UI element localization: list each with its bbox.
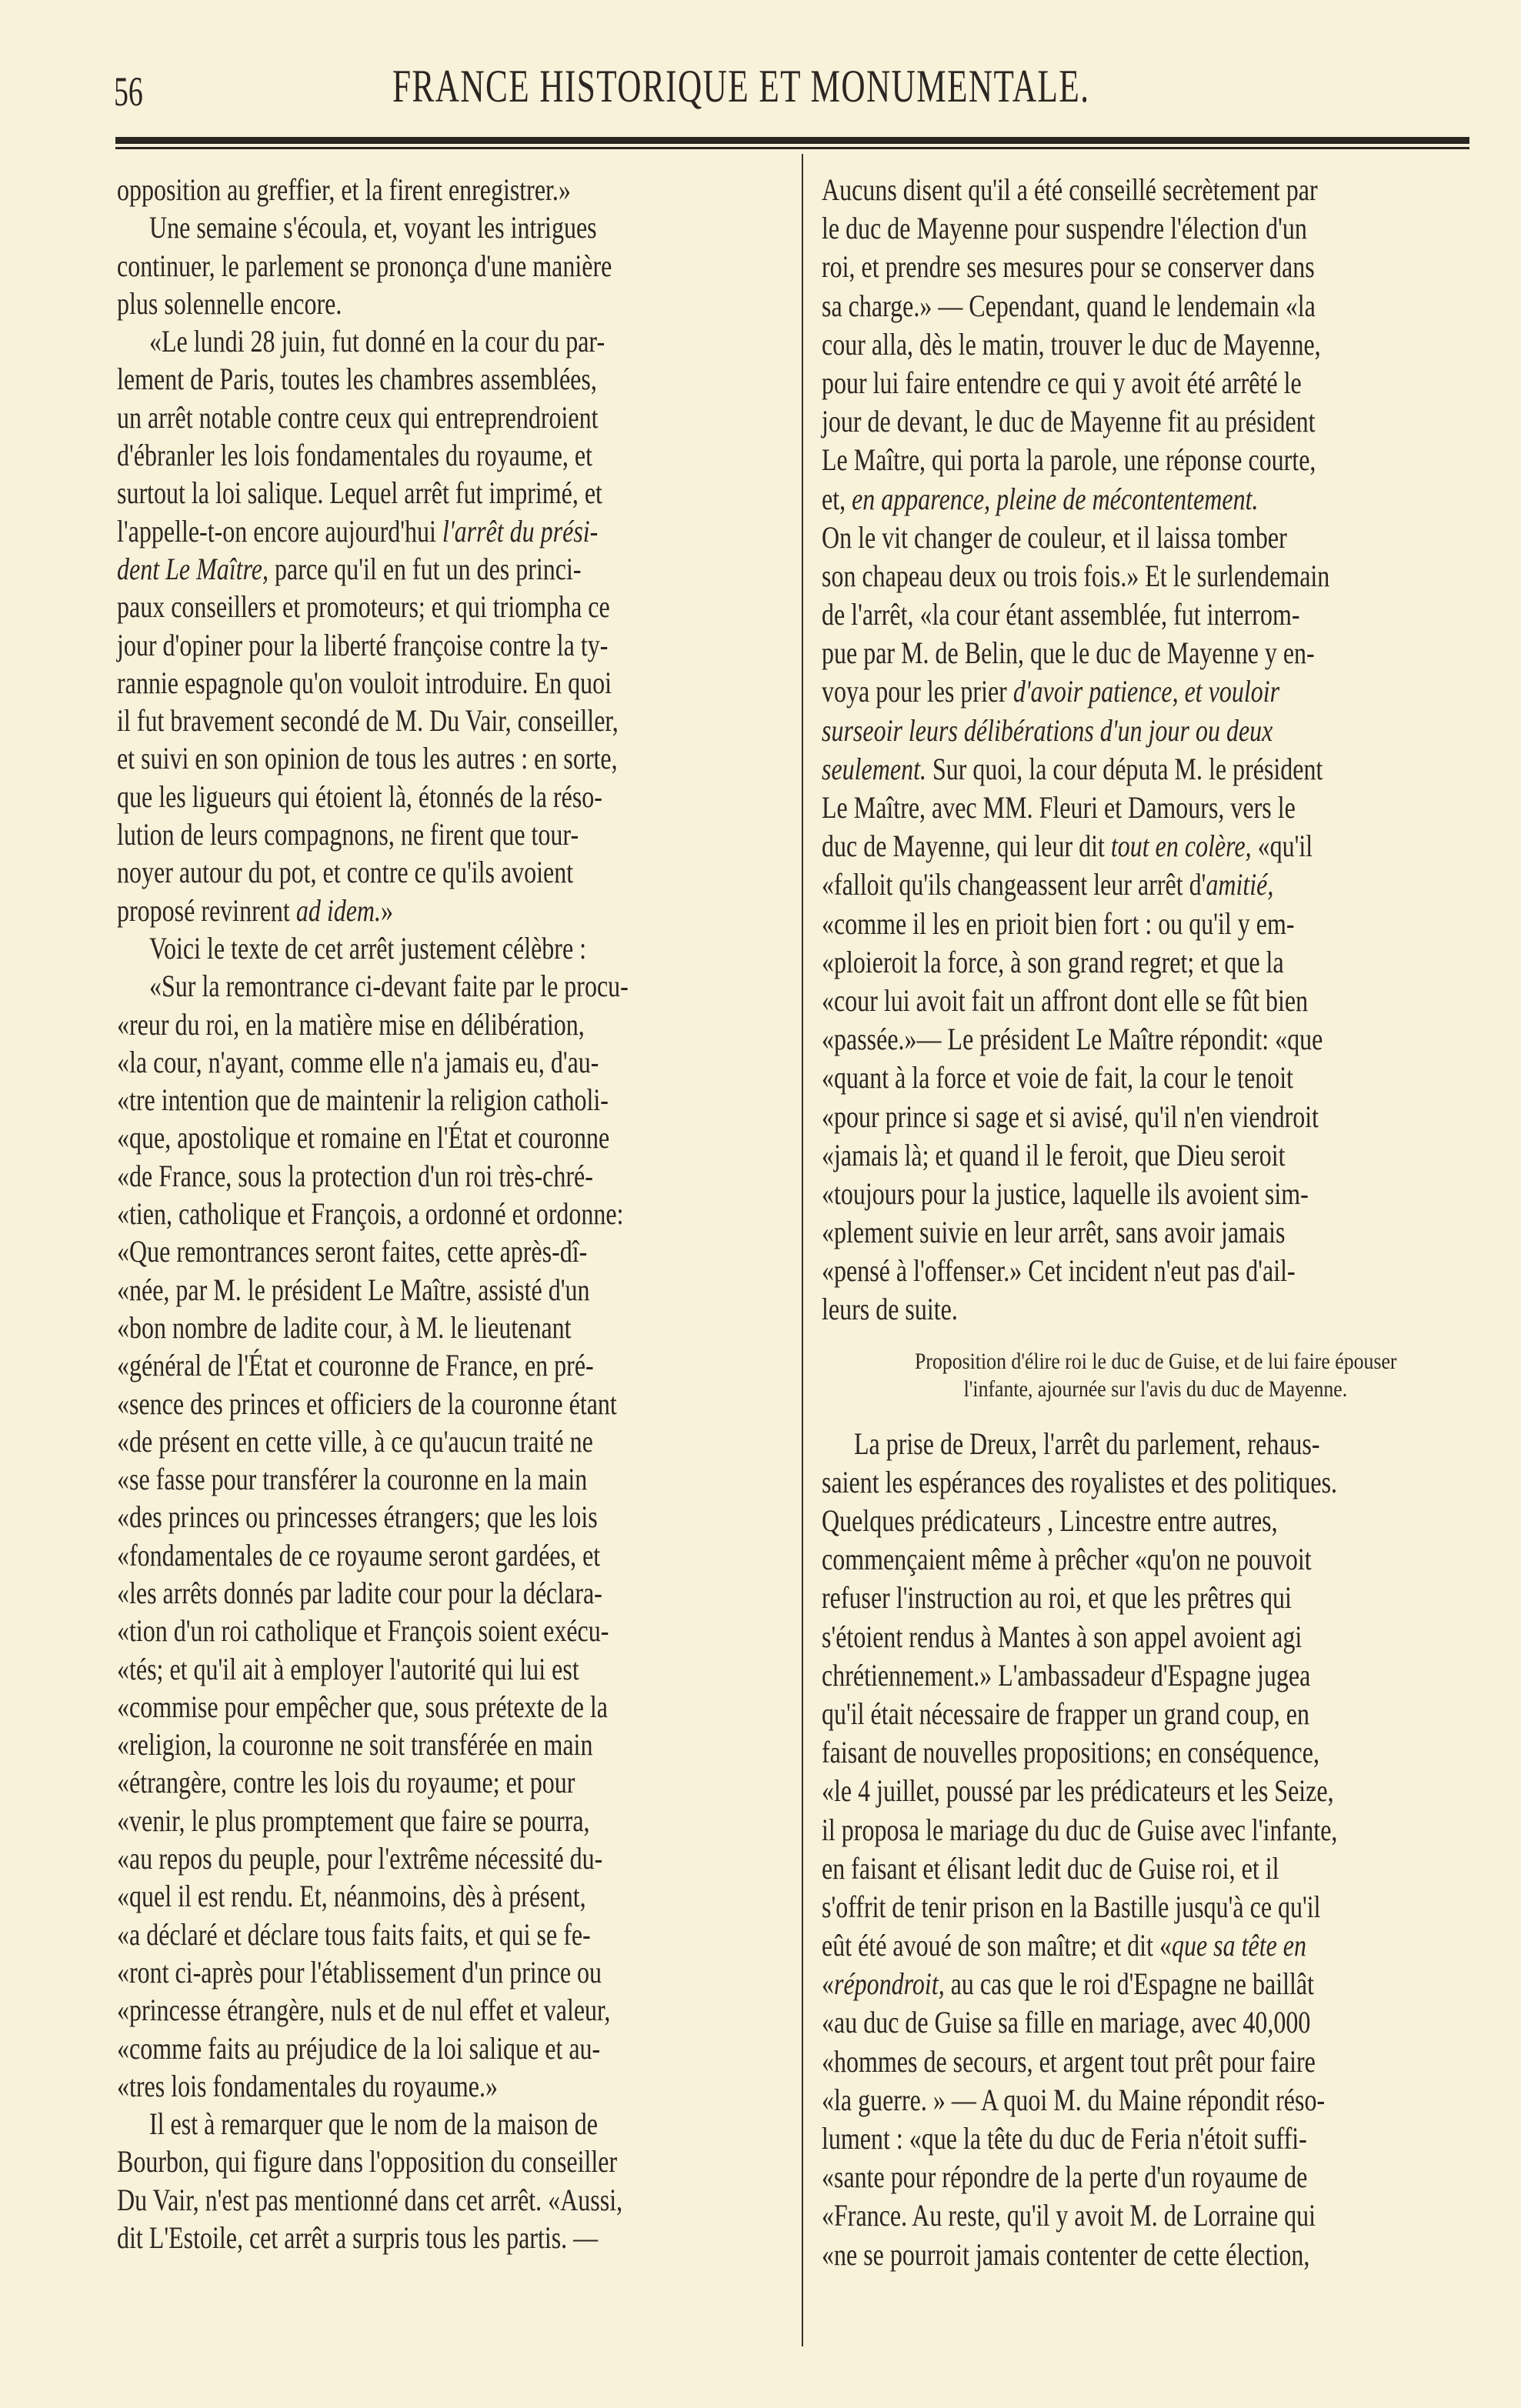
left-column: [117, 171, 792, 2256]
text-line: plus solennelle encore.: [117, 285, 342, 321]
text-line: surtout la loi salique. Lequel arrêt fut imprimé, et: [117, 475, 602, 511]
header-rule-thin: [115, 147, 1469, 149]
section-heading: [822, 1348, 1489, 1403]
text-line: cour alla, dès le matin, trouver le duc de Mayenne,: [822, 326, 1321, 362]
text-line: «comme il les en prioit bien fort : ou qu'il y em-: [822, 906, 1295, 941]
text-line: et suivi en son opinion de tous les autres : en sorte,: [117, 741, 618, 776]
text-line: refuser l'instruction au roi, et que les prêtres qui: [822, 1580, 1292, 1616]
text-line: paux conseillers et promoteurs; et qui triompha ce: [117, 589, 610, 625]
text-line: «falloit qu'ils changeassent leur arrêt d'amitié,: [822, 867, 1274, 902]
text-line: leurs de suite.: [822, 1292, 958, 1327]
italic-text: seulement.: [822, 751, 926, 786]
text-line: l'appelle-t-on encore aujourd'hui l'arrêt du prési-: [117, 513, 599, 549]
text-line: s'étoient rendus à Mantes à son appel avoient agi: [822, 1619, 1303, 1654]
text-line: lement de Paris, toutes les chambres assemblées,: [117, 362, 597, 397]
italic-text: surseoir leurs délibérations d'un jour ou deux: [822, 712, 1273, 748]
text-line: «toujours pour la justice, laquelle ils avoient sim-: [822, 1176, 1309, 1211]
text-line: proposé revinrent ad idem.»: [117, 892, 394, 928]
text-line: «Le lundi 28 juin, fut donné en la cour du par-: [149, 324, 605, 359]
text-line: «tion d'un roi catholique et François soient exécu-: [117, 1613, 609, 1649]
text-line: «se fasse pour transférer la couronne en la main: [117, 1462, 588, 1497]
text-line: «religion, la couronne ne soit transférée en main: [117, 1727, 593, 1763]
text-line: «a déclaré et déclare tous faits faits, et qui se fe-: [117, 1916, 591, 1952]
header-rule: [115, 137, 1469, 144]
italic-text: en apparence, pleine de mécontentement.: [852, 481, 1259, 516]
text-line: «tre intention que de maintenir la religion catholi-: [117, 1082, 609, 1118]
text-line: «étrangère, contre les lois du royaume; et pour: [117, 1765, 575, 1800]
text-line: il fut bravement secondé de M. Du Vair, conseiller,: [117, 703, 619, 739]
text-line: noyer autour du pot, et contre ce qu'ils avoient: [117, 855, 574, 890]
text-line: «ne se pourroit jamais contenter de cette élection,: [822, 2236, 1310, 2272]
text-line: «commise pour empêcher que, sous prétexte de la: [117, 1689, 608, 1724]
text-line: «France. Au reste, qu'il y avoit M. de Lorraine qui: [822, 2198, 1316, 2233]
text-line: «tés; et qu'il ait à employer l'autorité qui lui est: [117, 1651, 579, 1686]
text-line: Aucuns disent qu'il a été conseillé secrètement par: [822, 172, 1318, 207]
text-line: «la guerre. » — A quoi M. du Maine répondit réso-: [822, 2082, 1326, 2117]
text-line: chrétiennement.» L'ambassadeur d'Espagne jugea: [822, 1657, 1311, 1693]
text-line: «les arrêts donnés par ladite cour pour la déclara-: [117, 1575, 602, 1610]
text-line: Voici le texte de cet arrêt justement célèbre :: [149, 930, 587, 966]
text-line: «le 4 juillet, poussé par les prédicateurs et les Seize,: [822, 1773, 1334, 1809]
text-line: dent Le Maître, parce qu'il en fut un des princi-: [117, 551, 582, 586]
text-line: faisant de nouvelles propositions; en conséquence,: [822, 1735, 1319, 1770]
text-line: «de présent en cette ville, à ce qu'aucun traité ne: [117, 1423, 593, 1459]
text-line: «quel il est rendu. Et, néanmoins, dès à présent,: [117, 1879, 586, 1914]
text-line: «sence des princes et officiers de la couronne étant: [117, 1386, 617, 1421]
text-line: «répondroit, au cas que le roi d'Espagne ne baillât: [822, 1966, 1314, 2002]
text-line: «plement suivie en leur arrêt, sans avoir jamais: [822, 1215, 1286, 1250]
text-line: Une semaine s'écoula, et, voyant les intrigues: [149, 210, 597, 245]
text-line: le duc de Mayenne pour suspendre l'élection d'un: [822, 211, 1307, 246]
text-line: «Sur la remontrance ci-devant faite par le procu-: [149, 969, 629, 1004]
text-line: «quant à la force et voie de fait, la cour le tenoit: [822, 1060, 1294, 1096]
text-line: commençaient même à prêcher «qu'on ne pouvoit: [822, 1542, 1312, 1577]
italic-text: amitié,: [1206, 867, 1274, 902]
text-line: qu'il était nécessaire de frapper un grand coup, en: [822, 1696, 1309, 1731]
text-line: «de France, sous la protection d'un roi très-chré-: [117, 1158, 593, 1193]
text-line: «venir, le plus promptement que faire se pourra,: [117, 1803, 590, 1838]
text-line: Du Vair, n'est pas mentionné dans cet arrêt. «Aussi,: [117, 2182, 623, 2217]
text-line: «comme faits au préjudice de la loi salique et au-: [117, 2030, 601, 2066]
text-line: «général de l'État et couronne de France, en pré-: [117, 1348, 594, 1383]
text-line: jour de devant, le duc de Mayenne fit au président: [822, 404, 1316, 439]
italic-text: que sa tête en: [1171, 1928, 1307, 1963]
text-line: lution de leurs compagnons, ne firent que tour-: [117, 817, 579, 852]
text-line: sa charge.» — Cependant, quand le lendemain «la: [822, 288, 1316, 323]
column-divider: [802, 154, 803, 2346]
text-line: jour d'opiner pour la liberté françoise contre la ty-: [117, 627, 609, 662]
text-line: «pour prince si sage et si avisé, qu'il n'en viendroit: [822, 1099, 1319, 1134]
text-line: lument : «que la tête du duc de Feria n'étoit suffi-: [822, 2121, 1307, 2156]
text-line: saient les espérances des royalistes et des politiques.: [822, 1464, 1338, 1499]
text-line: Bourbon, qui figure dans l'opposition du conseiller: [117, 2144, 618, 2180]
text-line: un arrêt notable contre ceux qui entreprendroient: [117, 399, 599, 435]
text-line: On le vit changer de couleur, et il laissa tomber: [822, 519, 1287, 555]
text-line: roi, et prendre ses mesures pour se conserver dans: [822, 249, 1315, 285]
text-line: et, en apparence, pleine de mécontentement.: [822, 481, 1259, 516]
italic-text: répondroit,: [834, 1966, 945, 2002]
text-line: s'offrit de tenir prison en la Bastille jusqu'à ce qu'il: [822, 1889, 1321, 1924]
text-line: «reur du roi, en la matière mise en délibération,: [117, 1006, 585, 1042]
text-line: il proposa le mariage du duc de Guise avec l'infante,: [822, 1812, 1338, 1847]
text-line: «cour lui avoit fait un affront dont elle se fût bien: [822, 982, 1309, 1018]
text-line: «au duc de Guise sa fille en mariage, avec 40,000: [822, 2005, 1311, 2040]
text-line: «passée.»— Le président Le Maître répondit: «que: [822, 1022, 1323, 1057]
text-line: en faisant et élisant ledit duc de Guise roi, et il: [822, 1850, 1279, 1886]
text-line: duc de Mayenne, qui leur dit tout en colère, «qu'il: [822, 829, 1313, 864]
text-line: Il est à remarquer que le nom de la maison de: [149, 2106, 598, 2142]
text-line: voya pour les prier d'avoir patience, et vouloir: [822, 674, 1280, 709]
text-line: pour lui faire entendre ce qui y avoit été arrêté le: [822, 365, 1302, 400]
text-line: Quelques prédicateurs , Lincestre entre autres,: [822, 1503, 1278, 1538]
text-line: Le Maître, qui porta la parole, une réponse courte,: [822, 442, 1316, 478]
page-number: 56: [114, 68, 143, 115]
text-line: «des princes ou princesses étrangers; que les lois: [117, 1499, 598, 1535]
text-line: continuer, le parlement se prononça d'une manière: [117, 248, 612, 283]
text-line: «bon nombre de ladite cour, à M. le lieutenant: [117, 1309, 572, 1345]
italic-text: d'avoir patience, et vouloir: [1012, 674, 1280, 709]
text-line: La prise de Dreux, l'arrêt du parlement, rehaus-: [854, 1426, 1320, 1461]
italic-text: tout en colère,: [1110, 829, 1252, 864]
text-line: «la cour, n'ayant, comme elle n'a jamais eu, d'au-: [117, 1044, 599, 1079]
italic-text: ad idem.: [295, 892, 382, 928]
text-line: «pensé à l'offenser.» Cet incident n'eut pas d'ail-: [822, 1253, 1296, 1289]
text-line: «ront ci-après pour l'établissement d'un prince ou: [117, 1954, 602, 1989]
text-line: que les ligueurs qui étoient là, étonnés de la réso-: [117, 779, 602, 814]
italic-text: dent Le Maître,: [117, 551, 269, 586]
text-line: «sante pour répondre de la perte d'un royaume de: [822, 2160, 1308, 2195]
text-line: de l'arrêt, «la cour étant assemblée, fut interrom-: [822, 597, 1300, 632]
text-line: [822, 712, 1489, 750]
running-title: FRANCE HISTORIQUE ET MONUMENTALE.: [392, 61, 1090, 112]
text-line: «hommes de secours, et argent tout prêt pour faire: [822, 2043, 1316, 2079]
text-line: Le Maître, avec MM. Fleuri et Damours, vers le: [822, 790, 1296, 825]
text-line: eût été avoué de son maître; et dit «que sa tête en: [822, 1928, 1307, 1963]
text-line: rannie espagnole qu'on vouloit introduire. En quoi: [117, 665, 612, 700]
text-line: «fondamentales de ce royaume seront gardées, et: [117, 1537, 601, 1573]
section-heading-line: l'infante, ajournée sur l'avis du duc de Mayenne.: [963, 1376, 1348, 1402]
text-line: «princesse étrangère, nuls et de nul effet et valeur,: [117, 1993, 611, 2028]
text-line: «jamais là; et quand il le feroit, que Dieu seroit: [822, 1137, 1286, 1172]
italic-text: l'arrêt du prési-: [442, 513, 599, 549]
section-heading-line: Proposition d'élire roi le duc de Guise, et de lui faire épouser: [914, 1348, 1397, 1374]
text-line: seulement. Sur quoi, la cour députa M. le président: [822, 751, 1323, 786]
right-column: [822, 171, 1489, 2274]
text-line: «ploieroit la force, à son grand regret; et que la: [822, 944, 1284, 979]
text-line: dit L'Estoile, cet arrêt a surpris tous les partis. —: [117, 2220, 599, 2256]
text-line: «que, apostolique et romaine en l'État et couronne: [117, 1120, 610, 1156]
text-line: «tien, catholique et François, a ordonné et ordonne:: [117, 1196, 624, 1232]
text-line: «tres lois fondamentales du royaume.»: [117, 2068, 498, 2103]
text-line: «au repos du peuple, pour l'extrême nécessité du-: [117, 1841, 603, 1876]
text-line: son chapeau deux ou trois fois.» Et le surlendemain: [822, 558, 1330, 593]
text-line: opposition au greffier, et la firent enregistrer.»: [117, 172, 571, 207]
text-line: «Que remontrances seront faites, cette après-dî-: [117, 1234, 588, 1269]
text-line: pue par M. de Belin, que le duc de Mayenne y en-: [822, 635, 1315, 671]
text-line: d'ébranler les lois fondamentales du royaume, et: [117, 438, 592, 473]
text-line: «née, par M. le président Le Maître, assisté d'un: [117, 1272, 590, 1307]
